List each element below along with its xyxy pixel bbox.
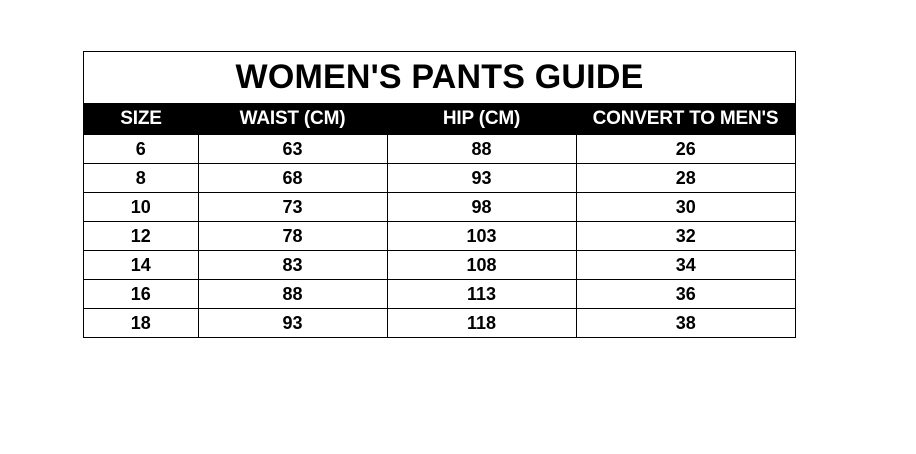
size-guide-table-container: [83, 51, 796, 338]
header-size: SIZE: [84, 103, 198, 135]
cell-mens: 26: [576, 135, 795, 164]
cell-mens: 36: [576, 280, 795, 309]
cell-mens: 38: [576, 309, 795, 338]
cell-size: 8: [84, 164, 198, 193]
table-row: [84, 222, 795, 251]
table-row: [84, 309, 795, 338]
size-table: [84, 103, 795, 337]
cell-size: 16: [84, 280, 198, 309]
cell-size: 18: [84, 309, 198, 338]
table-row: [84, 135, 795, 164]
cell-mens: 32: [576, 222, 795, 251]
cell-size: 6: [135, 138, 146, 159]
cell-waist: 68: [198, 164, 387, 193]
cell-mens: 30: [576, 193, 795, 222]
cell-hip: 88: [387, 135, 576, 164]
table-row: [84, 193, 795, 222]
cell-mens: 34: [576, 251, 795, 280]
cell-waist: 88: [198, 280, 387, 309]
cell-size: 10: [84, 193, 198, 222]
header-waist: WAIST (CM): [198, 103, 387, 135]
cell-mens: 28: [576, 164, 795, 193]
cell-hip: 113: [387, 280, 576, 309]
table-row: [84, 280, 795, 309]
cell-waist: 83: [198, 251, 387, 280]
table-row: [84, 164, 795, 193]
cell-waist: 63: [198, 135, 387, 164]
table-row: [84, 251, 795, 280]
header-hip: HIP (CM): [387, 103, 576, 135]
cell-hip: 93: [387, 164, 576, 193]
cell-size: 14: [84, 251, 198, 280]
cell-hip: 98: [387, 193, 576, 222]
header-row: [84, 103, 795, 135]
cell-hip: 103: [387, 222, 576, 251]
table-title: WOMEN'S PANTS GUIDE: [235, 58, 644, 96]
cell-waist: 93: [198, 309, 387, 338]
cell-hip: 108: [387, 251, 576, 280]
cell-waist: 78: [198, 222, 387, 251]
cell-hip: 118: [387, 309, 576, 338]
cell-size: 12: [84, 222, 198, 251]
cell-waist: 73: [198, 193, 387, 222]
header-convert-to-mens: CONVERT TO MEN'S: [576, 103, 795, 135]
